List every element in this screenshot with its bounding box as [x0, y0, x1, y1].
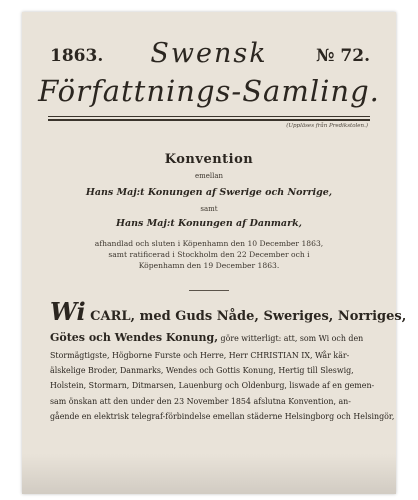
publication-title: Författnings-Samling. — [38, 74, 380, 108]
emellan-text: emellan — [194, 172, 224, 180]
body-line: gående en elektrisk telegraf-förbindelse emellan städerne Helsingborg och Helsingör, — [50, 411, 395, 421]
body-line: Götes och Wendes Konung, göre witterligt: att, som Wi och den — [50, 331, 364, 344]
section-divider — [189, 290, 229, 291]
signing-details — [52, 238, 366, 271]
body-line: sam önskan att den under den 23 November 1854 afslutna Konvention, an- — [50, 396, 351, 406]
body-line: Holstein, Stormarn, Ditmarsen, Lauenburg och Oldenburg, liswade af en gemen- — [50, 381, 375, 391]
series-name: Swensk — [150, 38, 268, 69]
signing-line: afhandlad och sluten i Köpenhamn den 10 December 1863, — [94, 239, 324, 248]
party-sweden-norway: Hans Maj:t Konungen af Swerige och Norrige, — [85, 187, 333, 198]
issue-number: № 72. — [316, 46, 370, 66]
header-rule-thin — [48, 116, 370, 117]
pulpit-note: (Uppläses från Predikstolen.) — [286, 123, 368, 129]
samt-text: samt — [200, 205, 218, 213]
body-line: älskelige Broder, Danmarks, Wendes och Gottis Konung, Hertig till Sleswig, — [50, 366, 354, 376]
party-denmark: Hans Maj:t Konungen af Danmark, — [116, 218, 302, 229]
signing-line: samt ratificerad i Stockholm den 22 December och i — [108, 250, 310, 259]
body-line: Wi CARL, med Guds Nåde, Sweriges, Norriges, — [50, 297, 407, 326]
document-page — [22, 12, 407, 494]
drop-cap: Wi — [50, 297, 86, 326]
header-rule-thick — [48, 119, 370, 121]
signing-line: Köpenhamn den 19 December 1863. — [138, 261, 280, 270]
issue-year: 1863. — [50, 46, 104, 66]
konvention-heading: Konvention — [164, 152, 254, 167]
body-text — [50, 297, 407, 424]
body-line: Stormägtigste, Högborne Furste och Herre, Herr CHRISTIAN IX, Wår kär- — [50, 351, 350, 360]
masthead — [22, 36, 396, 70]
